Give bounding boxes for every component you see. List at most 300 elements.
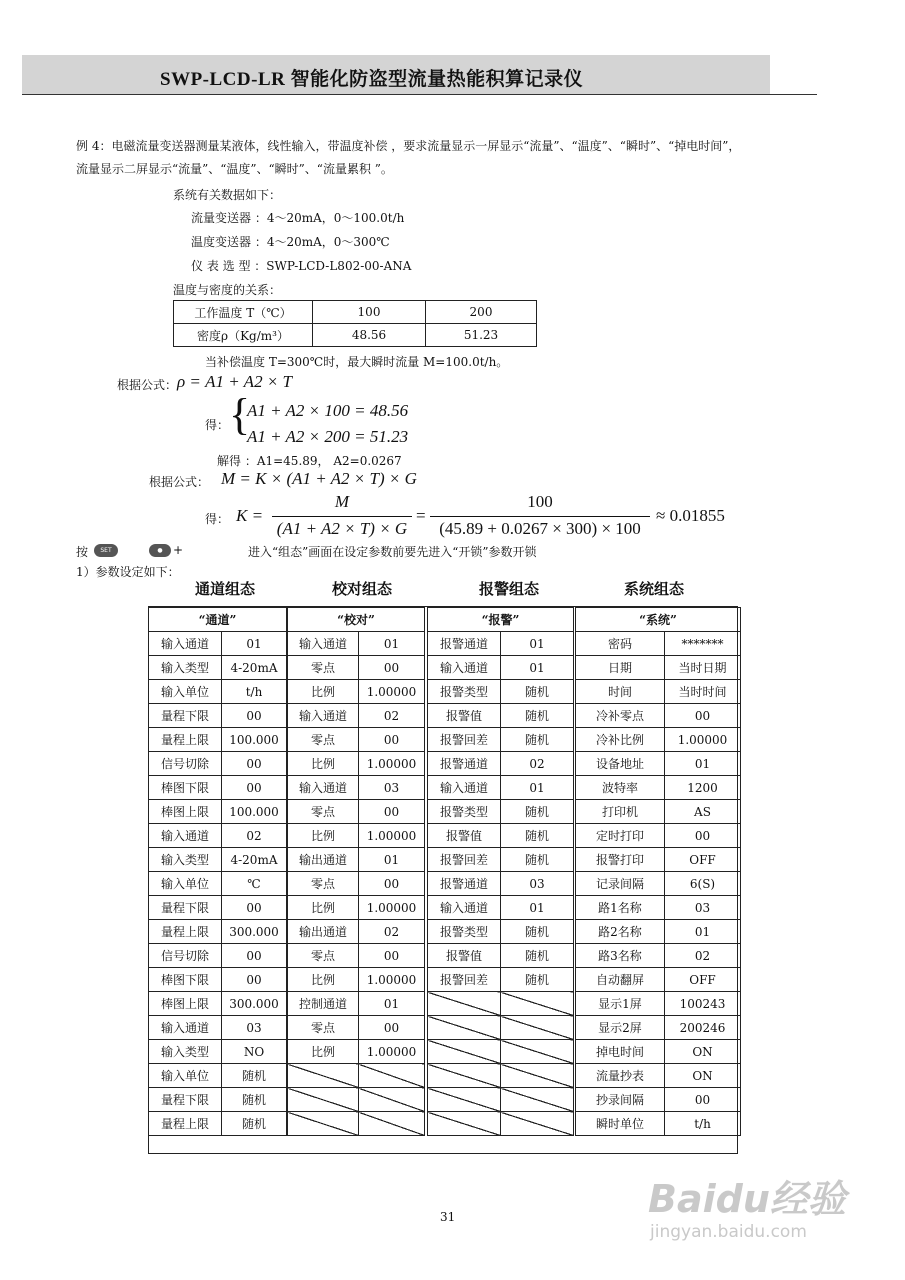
table-row: [288, 1064, 425, 1088]
param-name-cell: 比例: [288, 824, 359, 848]
table-row: [428, 1112, 574, 1136]
param-value-cell: 00: [222, 944, 287, 968]
param-name-cell: 零点: [288, 1016, 359, 1040]
param-value-cell: 01: [501, 632, 574, 656]
param-name-cell: 输入通道: [149, 632, 222, 656]
param-name-cell: 输入通道: [428, 656, 501, 680]
param-name-cell: 报警值: [428, 944, 501, 968]
table-row: [576, 752, 741, 776]
param-name-cell: 输入单位: [149, 1064, 222, 1088]
formula-basis-label-2: 根据公式：: [149, 475, 210, 489]
density-cell: 48.56: [313, 324, 426, 347]
table-row: [149, 728, 287, 752]
document-title: SWP-LCD-LR 智能化防盗型流量热能积算记录仪: [160, 69, 584, 90]
param-value-cell: 02: [359, 704, 425, 728]
param-name-cell: 日期: [576, 656, 665, 680]
fraction-1-bar: [272, 516, 412, 517]
param-value-cell: 01: [501, 776, 574, 800]
param-name-cell: 报警类型: [428, 800, 501, 824]
param-name-cell: 比例: [288, 752, 359, 776]
header-rule: [22, 94, 817, 95]
param-name-cell: 棒图下限: [149, 776, 222, 800]
table-row: [576, 896, 741, 920]
table-row: [428, 704, 574, 728]
param-name-cell: 比例: [288, 680, 359, 704]
param-value-cell: 100.000: [222, 728, 287, 752]
table-row: [576, 680, 741, 704]
table-row: [576, 1016, 741, 1040]
fraction-2-bar: [430, 516, 650, 517]
param-value-cell: 01: [501, 896, 574, 920]
param-name-cell: 量程下限: [149, 896, 222, 920]
density-cell: 51.23: [426, 324, 537, 347]
empty-crossed-cell: [359, 1064, 425, 1088]
param-name-cell: 信号切除: [149, 944, 222, 968]
table-row: [149, 1112, 287, 1136]
table-row: [576, 968, 741, 992]
table-row: [149, 1016, 287, 1040]
param-name-cell: 冷补零点: [576, 704, 665, 728]
intro-line-1: 例 4：电磁流量变送器测量某液体，线性输入，带温度补偿 ，要求流量显示一屏显示“流量”、“温度”、“瞬时”、“掉电时间”，: [76, 139, 741, 153]
param-value-cell: 随机: [222, 1112, 287, 1136]
formula-basis-label: 根据公式：: [117, 378, 178, 392]
table-row: [428, 872, 574, 896]
empty-crossed-cell: [288, 1112, 359, 1136]
param-value-cell: 200246: [665, 1016, 741, 1040]
table-row: [428, 1016, 574, 1040]
table-row: [576, 1040, 741, 1064]
param-name-cell: 记录间隔: [576, 872, 665, 896]
param-name-cell: 输入类型: [149, 848, 222, 872]
table-row: [288, 1040, 425, 1064]
fraction-1-denominator: (A1 + A2 × T) × G: [276, 519, 408, 538]
unlock-instruction: 进入“组态”画面在设定参数前要先进入“开锁”参数开锁: [248, 545, 537, 559]
alarm-table-header: “报警”: [428, 608, 574, 632]
system-table-header: “系统”: [576, 608, 741, 632]
param-value-cell: 随机: [501, 728, 574, 752]
param-value-cell: 02: [359, 920, 425, 944]
alarm-table: [427, 607, 574, 1136]
table-row: [149, 1088, 287, 1112]
calib-table-header: “校对”: [288, 608, 425, 632]
params-label: 1）参数设定如下：: [76, 565, 180, 579]
empty-crossed-cell: [428, 1064, 501, 1088]
param-name-cell: 报警值: [428, 704, 501, 728]
table-row: [428, 800, 574, 824]
intro-line-2: 流量显示二屏显示“流量”、“温度”、“瞬时”、“流量累积 ”。: [76, 162, 393, 176]
table-row: [288, 728, 425, 752]
empty-crossed-cell: [501, 1088, 574, 1112]
param-value-cell: 00: [359, 944, 425, 968]
watermark-url: jingyan.baidu.com: [650, 1222, 807, 1242]
table-row: [149, 656, 287, 680]
table-row: [149, 920, 287, 944]
param-name-cell: 报警通道: [428, 872, 501, 896]
table-row: [576, 1064, 741, 1088]
table-row: [428, 752, 574, 776]
watermark-brand: Baidu经验: [648, 1177, 846, 1221]
param-name-cell: 输入通道: [428, 896, 501, 920]
set-key-icon: SET: [94, 544, 118, 557]
param-name-cell: 零点: [288, 656, 359, 680]
table-row: [428, 992, 574, 1016]
param-name-cell: 输入通道: [149, 824, 222, 848]
param-name-cell: 密码: [576, 632, 665, 656]
param-value-cell: ℃: [222, 872, 287, 896]
param-value-cell: 01: [359, 632, 425, 656]
approx-result: ≈ 0.01855: [656, 506, 725, 525]
param-value-cell: 00: [359, 656, 425, 680]
table-row: [288, 872, 425, 896]
table-row: [288, 992, 425, 1016]
param-value-cell: 02: [222, 824, 287, 848]
param-name-cell: 输入类型: [149, 656, 222, 680]
param-value-cell: 随机: [501, 800, 574, 824]
param-value-cell: 随机: [501, 968, 574, 992]
param-value-cell: 1.00000: [359, 968, 425, 992]
empty-crossed-cell: [428, 1040, 501, 1064]
table-row: [576, 800, 741, 824]
param-name-cell: 量程上限: [149, 1112, 222, 1136]
param-name-cell: 输出通道: [288, 848, 359, 872]
param-value-cell: 随机: [222, 1088, 287, 1112]
param-name-cell: 零点: [288, 872, 359, 896]
table-row: [428, 944, 574, 968]
table-row: [288, 944, 425, 968]
param-value-cell: *******: [665, 632, 741, 656]
table-row: [428, 920, 574, 944]
param-name-cell: 抄录间隔: [576, 1088, 665, 1112]
param-value-cell: 00: [359, 800, 425, 824]
param-value-cell: 4-20mA: [222, 848, 287, 872]
param-name-cell: 棒图下限: [149, 968, 222, 992]
param-value-cell: 随机: [501, 944, 574, 968]
density-cell: 密度ρ（Kg/m³）: [174, 324, 313, 347]
param-name-cell: 自动翻屏: [576, 968, 665, 992]
param-name-cell: 零点: [288, 800, 359, 824]
table-row: [149, 632, 287, 656]
intro-line-7: 温度与密度的关系：: [173, 283, 282, 297]
section-title-calib: 校对组态: [332, 580, 393, 598]
param-value-cell: 随机: [222, 1064, 287, 1088]
param-value-cell: 01: [359, 992, 425, 1016]
fraction-2-numerator: 100: [527, 492, 553, 511]
param-value-cell: 02: [665, 944, 741, 968]
solution-line: 解得 ：A1=45.89， A2=0.0267: [217, 454, 402, 468]
param-value-cell: ON: [665, 1040, 741, 1064]
table-row: [428, 1064, 574, 1088]
param-value-cell: 00: [359, 1016, 425, 1040]
table-row: [576, 1088, 741, 1112]
equals-sign: =: [416, 506, 426, 525]
table-row: [576, 728, 741, 752]
param-name-cell: 输入通道: [288, 632, 359, 656]
table-row: [576, 704, 741, 728]
param-value-cell: OFF: [665, 968, 741, 992]
table-row: [288, 776, 425, 800]
param-name-cell: 报警通道: [428, 632, 501, 656]
param-value-cell: t/h: [222, 680, 287, 704]
table-row: [428, 656, 574, 680]
empty-crossed-cell: [359, 1112, 425, 1136]
param-name-cell: 输入通道: [288, 704, 359, 728]
param-value-cell: 01: [222, 632, 287, 656]
param-value-cell: 1.00000: [359, 1040, 425, 1064]
system-table: [575, 607, 741, 1136]
param-name-cell: 输入通道: [428, 776, 501, 800]
empty-crossed-cell: [288, 1088, 359, 1112]
section-title-alarm: 报警组态: [479, 580, 540, 598]
param-name-cell: 输入单位: [149, 680, 222, 704]
param-value-cell: 100243: [665, 992, 741, 1016]
table-row: [149, 896, 287, 920]
param-value-cell: 00: [222, 968, 287, 992]
table-row: [428, 680, 574, 704]
param-value-cell: NO: [222, 1040, 287, 1064]
param-value-cell: 03: [665, 896, 741, 920]
empty-crossed-cell: [428, 1016, 501, 1040]
table-row: [576, 1112, 741, 1136]
param-value-cell: t/h: [665, 1112, 741, 1136]
param-value-cell: 00: [359, 728, 425, 752]
param-value-cell: 1200: [665, 776, 741, 800]
param-name-cell: 比例: [288, 1040, 359, 1064]
param-name-cell: 路3名称: [576, 944, 665, 968]
param-name-cell: 量程下限: [149, 704, 222, 728]
param-value-cell: 随机: [501, 680, 574, 704]
param-value-cell: 00: [359, 872, 425, 896]
param-name-cell: 比例: [288, 896, 359, 920]
param-name-cell: 冷补比例: [576, 728, 665, 752]
press-label: 按: [76, 545, 89, 559]
empty-crossed-cell: [428, 1088, 501, 1112]
table-row: [149, 776, 287, 800]
param-name-cell: 信号切除: [149, 752, 222, 776]
param-name-cell: 报警类型: [428, 680, 501, 704]
param-value-cell: 00: [222, 752, 287, 776]
density-table: [173, 300, 537, 347]
empty-crossed-cell: [501, 1016, 574, 1040]
param-name-cell: 路1名称: [576, 896, 665, 920]
empty-crossed-cell: [359, 1088, 425, 1112]
table-row: [149, 1064, 287, 1088]
param-value-cell: 00: [222, 704, 287, 728]
table-row: [149, 800, 287, 824]
param-value-cell: 01: [665, 920, 741, 944]
param-name-cell: 波特率: [576, 776, 665, 800]
param-value-cell: 01: [359, 848, 425, 872]
table-row: [149, 848, 287, 872]
param-name-cell: 设备地址: [576, 752, 665, 776]
param-value-cell: OFF: [665, 848, 741, 872]
param-value-cell: 100.000: [222, 800, 287, 824]
density-cell: 100: [313, 301, 426, 324]
table-row: [428, 896, 574, 920]
intro-line-3: 系统有关数据如下：: [173, 188, 282, 202]
empty-crossed-cell: [428, 1112, 501, 1136]
brace-icon: {: [229, 390, 251, 439]
param-name-cell: 路2名称: [576, 920, 665, 944]
section-title-system: 系统组态: [624, 580, 685, 598]
table-row: [428, 776, 574, 800]
param-value-cell: 00: [665, 1088, 741, 1112]
param-name-cell: 输出通道: [288, 920, 359, 944]
table-row: [428, 968, 574, 992]
table-row: [149, 1040, 287, 1064]
param-name-cell: 输入类型: [149, 1040, 222, 1064]
temp-transmitter: 温度变送器 ：4～20mA，0～300℃: [191, 235, 390, 249]
param-name-cell: 输入通道: [149, 1016, 222, 1040]
density-cell: 200: [426, 301, 537, 324]
empty-crossed-cell: [501, 1064, 574, 1088]
param-value-cell: 1.00000: [359, 824, 425, 848]
table-row: [288, 824, 425, 848]
table-row: [576, 824, 741, 848]
param-value-cell: 300.000: [222, 992, 287, 1016]
instrument-model: 仪 表 选 型 ：SWP-LCD-L802-00-ANA: [191, 259, 412, 273]
param-value-cell: 随机: [501, 920, 574, 944]
table-row: [576, 656, 741, 680]
param-value-cell: 1.00000: [665, 728, 741, 752]
table-row: [149, 944, 287, 968]
density-cell: 工作温度 T（℃）: [174, 301, 313, 324]
table-row: [149, 968, 287, 992]
table-row: [149, 704, 287, 728]
table-row: [576, 920, 741, 944]
equation-1: A1 + A2 × 100 = 48.56: [247, 401, 409, 420]
param-value-cell: 00: [665, 704, 741, 728]
param-value-cell: 300.000: [222, 920, 287, 944]
param-name-cell: 量程下限: [149, 1088, 222, 1112]
empty-crossed-cell: [501, 992, 574, 1016]
table-row: [288, 1112, 425, 1136]
param-name-cell: 棒图上限: [149, 992, 222, 1016]
param-name-cell: 掉电时间: [576, 1040, 665, 1064]
param-value-cell: 随机: [501, 848, 574, 872]
table-row: [149, 752, 287, 776]
param-name-cell: 报警打印: [576, 848, 665, 872]
table-row: [149, 680, 287, 704]
table-row: [288, 656, 425, 680]
param-value-cell: 1.00000: [359, 680, 425, 704]
result-label: 得：: [205, 418, 230, 432]
param-value-cell: 03: [359, 776, 425, 800]
fraction-2-denominator: (45.89 + 0.0267 × 300) × 100: [439, 519, 641, 538]
table-row: [288, 896, 425, 920]
table-row: [288, 848, 425, 872]
table-row: [288, 1016, 425, 1040]
table-row: [576, 944, 741, 968]
dot-key-icon: ●: [149, 544, 171, 557]
param-name-cell: 定时打印: [576, 824, 665, 848]
table-row: [288, 680, 425, 704]
empty-crossed-cell: [288, 1064, 359, 1088]
table-row: [149, 824, 287, 848]
table-row: [149, 872, 287, 896]
param-name-cell: 零点: [288, 728, 359, 752]
table-row: [576, 776, 741, 800]
table-row: [428, 824, 574, 848]
param-value-cell: 03: [222, 1016, 287, 1040]
param-name-cell: 报警回差: [428, 728, 501, 752]
param-name-cell: 比例: [288, 968, 359, 992]
table-row: [288, 968, 425, 992]
empty-crossed-cell: [428, 992, 501, 1016]
table-row: [288, 800, 425, 824]
k-lhs: K =: [236, 506, 264, 525]
param-name-cell: 报警回差: [428, 848, 501, 872]
fraction-1-numerator: M: [334, 492, 350, 511]
channel-table: [148, 607, 287, 1136]
param-value-cell: AS: [665, 800, 741, 824]
param-value-cell: 随机: [501, 824, 574, 848]
compensation-note: 当补偿温度 T=300℃时，最大瞬时流量 M=100.0t/h。: [205, 355, 509, 369]
param-name-cell: 时间: [576, 680, 665, 704]
table-row: [288, 704, 425, 728]
table-row: [428, 1088, 574, 1112]
param-name-cell: 输入单位: [149, 872, 222, 896]
param-name-cell: 输入通道: [288, 776, 359, 800]
table-row: [576, 992, 741, 1016]
param-value-cell: 6(S): [665, 872, 741, 896]
param-value-cell: 00: [222, 896, 287, 920]
param-name-cell: 报警回差: [428, 968, 501, 992]
result-label-2: 得：: [205, 512, 230, 526]
page-number: 31: [440, 1210, 456, 1224]
table-row: [288, 752, 425, 776]
param-name-cell: 报警值: [428, 824, 501, 848]
table-row: [428, 1040, 574, 1064]
equation-2: A1 + A2 × 200 = 51.23: [247, 427, 409, 446]
flow-formula: M = K × (A1 + A2 × T) × G: [221, 469, 417, 488]
param-value-cell: 00: [665, 824, 741, 848]
param-value-cell: 当时日期: [665, 656, 741, 680]
param-value-cell: 随机: [501, 704, 574, 728]
param-value-cell: 00: [222, 776, 287, 800]
table-row: [576, 872, 741, 896]
param-value-cell: 1.00000: [359, 752, 425, 776]
calib-table: [287, 607, 425, 1136]
table-row: [288, 1088, 425, 1112]
param-name-cell: 控制通道: [288, 992, 359, 1016]
param-name-cell: 显示1屏: [576, 992, 665, 1016]
param-name-cell: 量程上限: [149, 920, 222, 944]
param-value-cell: 当时时间: [665, 680, 741, 704]
flow-transmitter: 流量变送器 ：4～20mA，0～100.0t/h: [191, 211, 405, 225]
param-name-cell: 瞬时单位: [576, 1112, 665, 1136]
param-value-cell: 02: [501, 752, 574, 776]
param-value-cell: ON: [665, 1064, 741, 1088]
param-name-cell: 报警类型: [428, 920, 501, 944]
param-value-cell: 4-20mA: [222, 656, 287, 680]
param-value-cell: 1.00000: [359, 896, 425, 920]
param-name-cell: 棒图上限: [149, 800, 222, 824]
param-name-cell: 显示2屏: [576, 1016, 665, 1040]
table-row: [288, 920, 425, 944]
param-name-cell: 报警通道: [428, 752, 501, 776]
table-row: [428, 632, 574, 656]
table-row: [428, 728, 574, 752]
param-name-cell: 量程上限: [149, 728, 222, 752]
param-name-cell: 流量抄表: [576, 1064, 665, 1088]
table-row: [576, 632, 741, 656]
param-value-cell: 01: [665, 752, 741, 776]
section-title-channel: 通道组态: [195, 580, 256, 598]
empty-crossed-cell: [501, 1040, 574, 1064]
param-value-cell: 01: [501, 656, 574, 680]
param-value-cell: 03: [501, 872, 574, 896]
plus-sign: +: [173, 543, 184, 557]
